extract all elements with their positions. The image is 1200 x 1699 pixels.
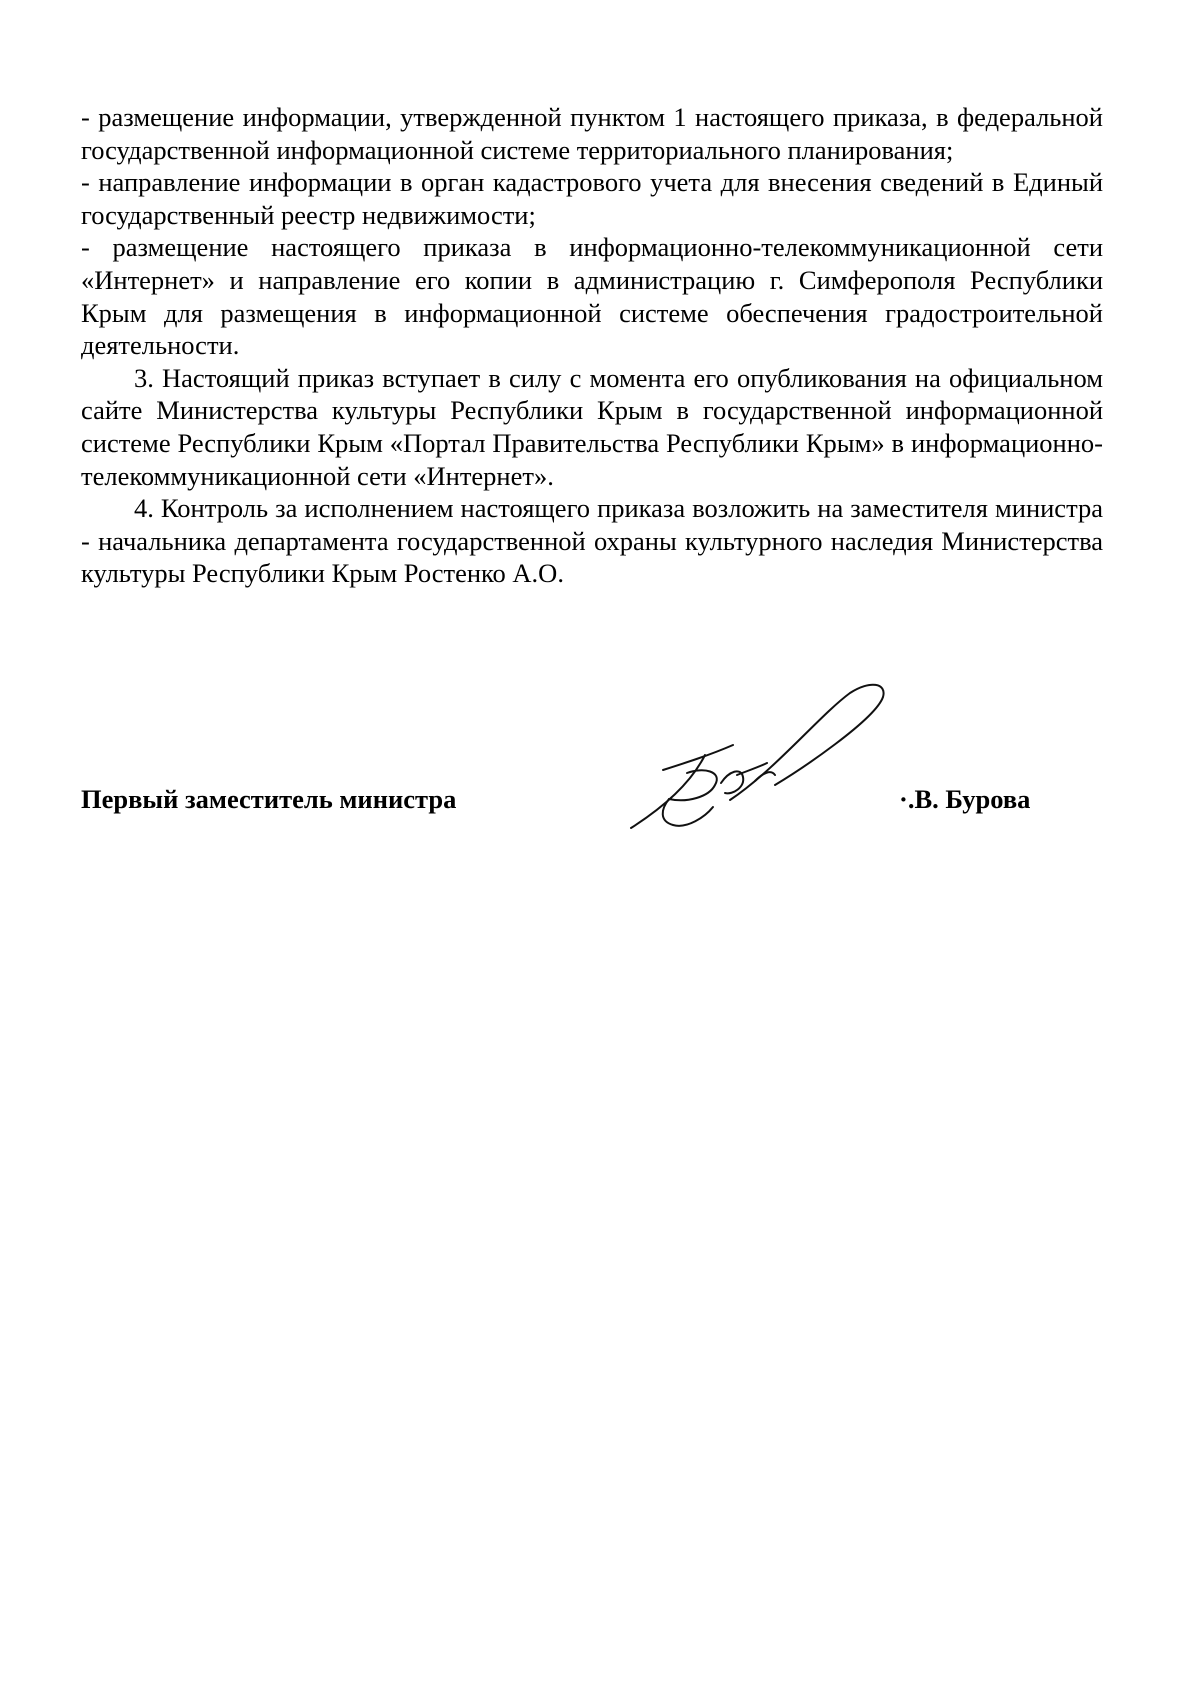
paragraph-internet-publication: - размещение настоящего приказа в информационно-телекоммуникационной сети «Интернет» и направление его копии в администрацию г. Симферополя Республики Крым для размещения в информационной системе обеспечения градостроительной деятельности. (81, 232, 1103, 361)
signer-title: Первый заместитель министра (81, 784, 457, 814)
signer-name: ·.В. Бурова (899, 784, 1031, 814)
paragraph-item-4: 4. Контроль за исполнением настоящего приказа возложить на заместителя министра - начальника департамента государственной охраны культурного наследия Министерства культуры Республики Крым Ростенко А.О. (81, 493, 1103, 589)
handwritten-signature-icon (625, 675, 905, 845)
paragraph-cadastral-registry: - направление информации в орган кадастрового учета для внесения сведений в Единый государственный реестр недвижимости; (81, 167, 1103, 230)
document-body (81, 101, 1103, 590)
signature-block (81, 782, 1103, 816)
paragraph-item-3: 3. Настоящий приказ вступает в силу с момента его опубликования на официальном сайте Министерства культуры Республики Крым в государственной информационной системе Республики Крым «Портал Правительства Республики Крым» в информационно-телекоммуникационной сети «Интернет». (81, 362, 1103, 491)
paragraph-info-publication: - размещение информации, утвержденной пунктом 1 настоящего приказа, в федеральной государственной информационной системе территориального планирования; (81, 102, 1103, 165)
